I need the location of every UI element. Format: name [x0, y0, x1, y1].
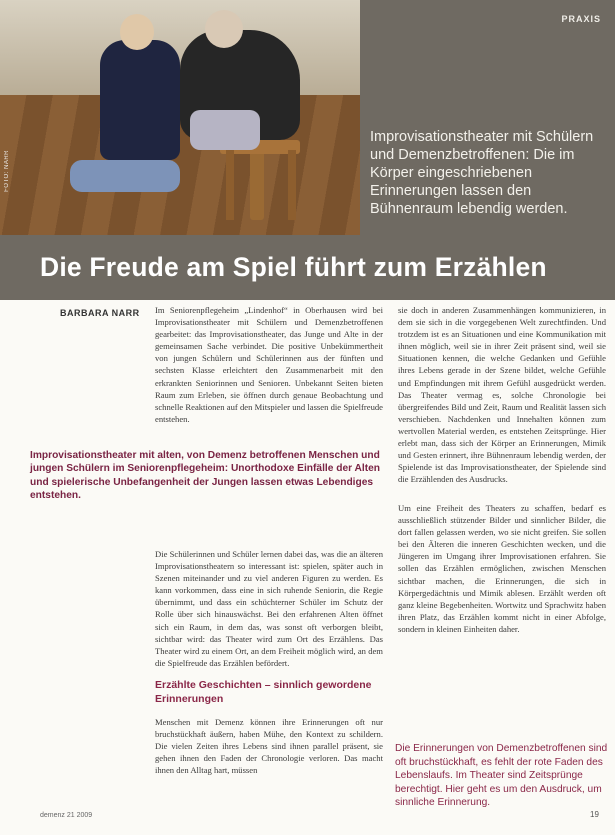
body-paragraph: sie doch in anderen Zusammenhängen kommunizieren, in dem sie sich in die vorgegebenen Welt zurechtfinden. Und trotzdem ist es an Situationen und eine Kommunikation mit ihnen möglich, weil sie in ihrer Zeit präsent sind, weil sie Situationen kennen, die welche Gedanken und Gefühle ihres Lebens gerade in der Szene bildet, welche Gefühle und Empfindungen mit ihrem Gefühl ausgedrückt werden. Das Theater vermag es, solche Chronologie bei übergreifendes Bild und Zeit, Raum und Realität lassen sich verschieben. Nachdenken und Innehalten können zum wertvollen Material werden, es entstehen Zeitsprünge. Hier erlebt man, dass sich der Körper an Erinnerungen, Mimik und Gesten erinnert, ihre Bühnenraum lebendig werden, der Spielende ist das Improvisationstheater, der Spielende sind die Erzählenden des Ausdrucks.	[398, 305, 606, 485]
body-paragraph: Um eine Freiheit des Theaters zu schaffen, bedarf es ausschließlich stützender Bilder und sinnlicher Bilder, die dort fallen gelassen werden, wo sie nicht greifen. Sie sollen bei den Älteren die inneren Geschichten wecken, und die Jüngeren im Umgang ihrer Improvisationen erfahren. Sie sollen das Erzählen ermöglichen, zwischen Menschen sichtbar machen, die Erinnerungen, die sich in Körpergedächtnis und Mimik ablesen. Erzählt werden oft ganz kleine Begebenheiten. Wortwitz und Sprachwitz haben ihren Platz, das Erzählen kommt nicht in einer Abfolge, sondern in kleinen Einheiten daher.	[398, 503, 606, 634]
page-number: 19	[590, 810, 599, 819]
body-column-4	[398, 304, 606, 485]
author-name: BARBARA NARR	[60, 308, 140, 318]
pull-quote: Die Erinnerungen von Demenzbetroffenen sind oft bruchstückhaft, es fehlt der rote Faden des Lebenslaufs. Im Theater sind Zeitsprünge berechtigt. Hier geht es um den Ausdruck, um sinnliche Erinnerung.	[395, 743, 608, 809]
body-paragraph: Die Schülerinnen und Schüler lernen dabei das, was die an älteren Improvisationstheatern so interessant ist: spielen, später auch in Szenen miteinander und zu viel anderen Figuren zu werden. Es kann vorkommen, dass eine in sich ruhende Seniorin, die Regie übernimmt, und dass ein schüchterner Schüler im Schutz der Rolle über sich hinauswächst. Bei den erfahrenen Alten öffnet sich ein Raum, in dem das, was sonst oft verborgen bleibt, sichtbar wird: das Theater wird zum Ort des Erzählens. Das Theater wird zu einem Ort, an dem Freiheit möglich wird, an dem die Spielfreude das Erzählen befördert.	[155, 549, 383, 668]
header-photo-band	[0, 0, 615, 300]
article-title: Die Freude am Spiel führt zum Erzählen	[40, 252, 547, 282]
subheading: Erzählte Geschichten – sinnlich gewordene Erinnerungen	[155, 679, 372, 705]
article-photo	[0, 0, 360, 235]
section-label: PRAXIS	[561, 14, 601, 24]
body-column-1	[155, 304, 383, 425]
intro-text: Improvisationstheater mit Schülern und Demenzbetroffenen: Die im Körper eingeschriebenen Erinnerungen lassen den Bühnenraum lebendig werden.	[370, 129, 594, 217]
body-paragraph: Im Seniorenpflegeheim „Lindenhof“ in Oberhausen wird bei Improvisationstheater mit Schülern und Demenzbetroffenen gearbeitet: das Improvisationstheater, das Junge und Alte in der gemeinsamen Sache verbindet. Die positive Unbekümmertheit von jungen Schülern und Schülerinnen aus der fünften und sechsten Klasse erleichtert den Zusammenarbeit mit den erkrankten Seniorinnen und Senioren. Unbekannt Seiten bieten Raum zum Erleben, sie öffnen durch genaue Beobachtung und schnelle Reaktionen auf den Mitspieler und lassen die Spielfreude entstehen.	[155, 305, 383, 424]
body-column-2	[155, 548, 383, 669]
photo-credit: FOTO: NARR	[4, 150, 10, 192]
footer-issue: demenz 21 2009	[40, 812, 93, 819]
body-paragraph: Menschen mit Demenz können ihre Erinnerungen oft nur bruchstückhaft äußern, haben Mühe, den Kontext zu schildern. Die vielen Zeiten ihres Lebens sind ihnen parallel präsent, sie gehen ihnen den Faden der Chronologie verloren. Das macht ihnen den Alltag hart, müssen	[155, 717, 383, 776]
lead-paragraph: Improvisationstheater mit alten, von Demenz betroffenen Menschen und jungen Schülern im Seniorenpflegeheim: Unorthodoxe Einfälle der Alten und spielerische Unbefangenheit der Jungen lassen etwas Lebendiges entstehen.	[30, 450, 381, 502]
body-column-5	[398, 502, 606, 635]
body-column-3	[155, 716, 383, 776]
